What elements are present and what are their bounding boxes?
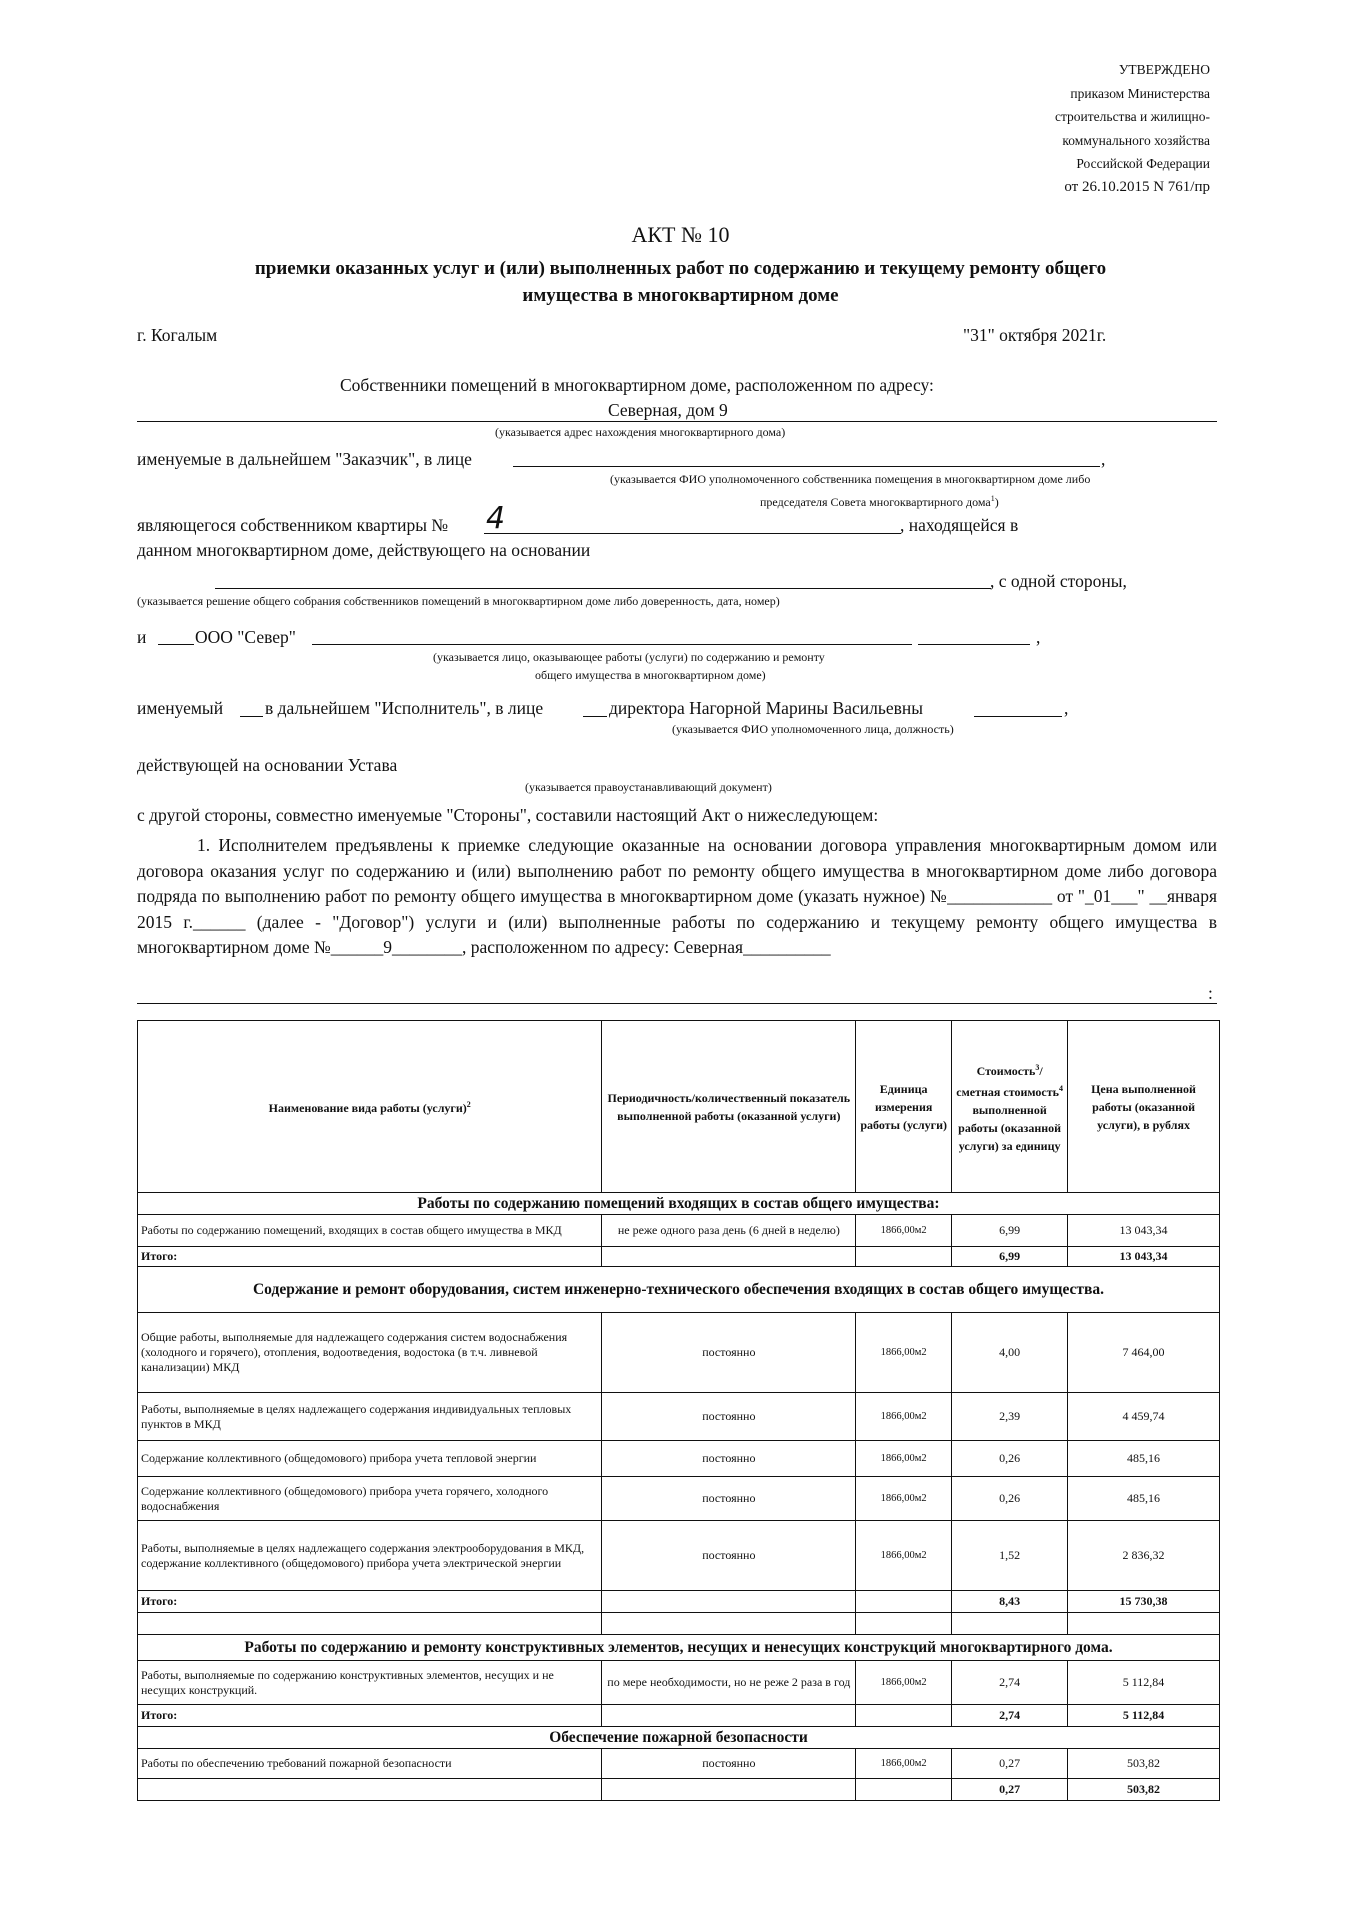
cell-price: 2 836,32 [1068,1521,1220,1591]
executor-blank [240,716,263,717]
cell-name: Работы, выполняемые в целях надлежащего содержания индивидуальных тепловых пунктов в МКД [138,1393,602,1441]
act-city: г. Когалым [137,325,218,345]
cell-period: постоянно [602,1477,856,1521]
cell-unit: 1866,00м2 [856,1749,952,1779]
address-hint: (указывается адрес нахождения многоквартирного дома) [495,425,786,439]
cell-cost: 0,27 [952,1749,1068,1779]
table-row [138,1661,1220,1705]
col-header-cost [952,1021,1068,1193]
footnote-ref: 3 [1035,1062,1040,1072]
acting-basis-text: данном многоквартирном доме, действующего на основании [137,540,591,560]
cell-period: постоянно [602,1393,856,1441]
customer-underline [513,466,1100,467]
approval-line: приказом Министерства [1070,85,1210,101]
section-title: Работы по содержанию и ремонту конструктивных элементов, несущих и ненесущих конструкций многоквартирного дома. [138,1635,1220,1661]
approval-line: строительства и жилищно- [1055,109,1210,124]
cell-price: 4 459,74 [1068,1393,1220,1441]
apt-underline [484,533,901,534]
col-header-cost-text: /сметная стоимость [956,1063,1059,1099]
basis-text: действующей на основании Устава [137,755,398,775]
contractor-name: ООО "Север" [195,627,296,647]
act-subtitle [0,255,1361,309]
cell-period: постоянно [602,1749,856,1779]
table-row [138,1393,1220,1441]
customer-text: именуемые в дальнейшем "Заказчик", в лице [137,449,472,469]
footnote-ref: 2 [466,1100,471,1109]
and-text: и [137,627,147,647]
section-title: Работы по содержанию помещений входящих в состав общего имущества: [138,1193,1220,1215]
contractor-underline-pre [158,644,194,645]
contractor-hint: (указывается лицо, оказывающее работы (услуги) по содержанию и ремонту [433,650,825,664]
cell-name: Работы, выполняемые по содержанию конструктивных элементов, несущих и не несущих конструкций. [138,1661,602,1705]
act-subtitle-line: приемки оказанных услуг и (или) выполненных работ по содержанию и текущему ремонту общего [254,258,1107,279]
table-row [138,1441,1220,1477]
located-in-text: , находящейся в [900,515,1019,535]
clause-1-text: 1. Исполнителем предъявлены к приемке следующие оказанные на основании договора управления многоквартирным домом или договора оказания услуг по содержанию и (или) выполнению работ по ремонту общего имущества в многоквартирном доме либо договора подряда по выполнению работ по ремонту общего имущества в многоквартирном доме (указать нужное) №____________ от "_01___" __января 2015 г.______ (далее - "Договор") услуги и (или) выполненные работы по содержанию и текущему ремонту общего имущества в многоквартирном доме №______9________, расположенном по адресу: Северная__________ [137,835,1217,957]
col-header-period: Периодичность/количественный показатель выполненной работы (оказанной услуги) [602,1021,856,1193]
customer-hint-text: председателя Совета многоквартирного дома [760,495,991,509]
cell-name: Общие работы, выполняемые для надлежащего содержания систем водоснабжения (холодного и горячего), отопления, водоотведения, водостока (в т.ч. ливневой канализации) МКД [138,1313,602,1393]
clause-1 [137,833,1217,961]
total-cost: 6,99 [952,1247,1068,1267]
cell-unit: 1866,00м2 [856,1661,952,1705]
section-row [138,1635,1220,1661]
cell-unit: 1866,00м2 [856,1521,952,1591]
works-table [137,1020,1220,1801]
other-side-text: с другой стороны, совместно именуемые "Стороны", составили настоящий Акт о нижеследующем: [137,805,879,825]
cell-period: по мере необходимости, но не реже 2 раза в год [602,1661,856,1705]
approval-block [1055,58,1210,199]
cell-price: 485,16 [1068,1441,1220,1477]
cell-unit: 1866,00м2 [856,1313,952,1393]
executor-text-a: именуемый [137,698,224,718]
total-label: Итого: [138,1591,602,1613]
approval-line: коммунального хозяйства [1062,132,1210,148]
table-row [138,1477,1220,1521]
total-cost: 2,74 [952,1705,1068,1727]
total-row [138,1247,1220,1267]
cell-name: Работы, выполняемые в целях надлежащего содержания электрооборудования в МКД, содержание коллективного (общедомового) прибора учета электрической энергии [138,1521,602,1591]
cell-cost: 2,74 [952,1661,1068,1705]
table-row [138,1521,1220,1591]
cell-period: постоянно [602,1521,856,1591]
address-underline [137,421,1217,422]
footnote-ref: 1 [990,494,995,503]
total-price: 503,82 [1068,1779,1220,1801]
cell-price: 5 112,84 [1068,1661,1220,1705]
total-label: Итого: [138,1705,602,1727]
contractor-underline-2 [918,644,1030,645]
executor-blank-2 [583,716,607,717]
cell-cost: 1,52 [952,1521,1068,1591]
owner-of-apt-text: являющегося собственником квартиры № [137,515,449,535]
table-row [138,1749,1220,1779]
clause-underline [137,1003,1217,1004]
apt-number-handwritten: 4 [486,501,506,536]
cell-cost: 0,26 [952,1441,1068,1477]
executor-text-b: в дальнейшем "Исполнитель", в лице [265,698,544,718]
cell-price: 7 464,00 [1068,1313,1220,1393]
col-header-price: Цена выполненной работы (оказанной услуги), в рублях [1068,1021,1220,1193]
table-row [138,1313,1220,1393]
cell-name: Содержание коллективного (общедомового) прибора учета тепловой энергии [138,1441,602,1477]
approval-line: от 26.10.2015 N 761/пр [1064,178,1210,195]
basis-hint: (указывается правоустанавливающий документ) [525,780,772,794]
customer-hint-close: ) [994,495,999,509]
col-header-cost-text: выполненной работы (оказанной услуги) за единицу [958,1102,1062,1153]
cell-price: 485,16 [1068,1477,1220,1521]
col-header-name [138,1021,602,1193]
cell-period: постоянно [602,1441,856,1477]
section-row [138,1193,1220,1215]
spacer-row [138,1613,1220,1635]
cell-period: не реже одного раза день (6 дней в неделю) [602,1215,856,1247]
executor-name: директора Нагорной Марины Васильевны [609,698,924,718]
one-side-text: , с одной стороны, [990,571,1127,591]
section-row [138,1727,1220,1749]
approval-line: УТВЕРЖДЕНО [1118,62,1210,77]
approval-line: Российской Федерации [1076,156,1210,171]
total-row [138,1591,1220,1613]
cell-unit: 1866,00м2 [856,1477,952,1521]
section-title: Обеспечение пожарной безопасности [138,1727,1220,1749]
cell-name: Работы по содержанию помещений, входящих в состав общего имущества в МКД [138,1215,602,1247]
cell-period: постоянно [602,1313,856,1393]
act-subtitle-line: имущества в многоквартирном доме [522,285,839,306]
basis-underline [215,588,991,589]
total-label [138,1779,602,1801]
total-price: 13 043,34 [1068,1247,1220,1267]
act-date: "31" октября 2021г. [963,325,1107,345]
col-header-cost-text: Стоимость [976,1063,1036,1078]
cell-cost: 4,00 [952,1313,1068,1393]
cell-name: Содержание коллективного (общедомового) прибора учета горячего, холодного водоснабжения [138,1477,602,1521]
act-title: АКТ № 10 [631,222,730,247]
footnote-ref: 4 [1058,1083,1063,1093]
table-header-row [138,1021,1220,1193]
contractor-hint-2: общего имущества в многоквартирном доме) [535,668,766,682]
section-title: Содержание и ремонт оборудования, систем инженерно-технического обеспечения входящих в состав общего имущества. [138,1267,1220,1313]
cell-price: 503,82 [1068,1749,1220,1779]
total-row [138,1705,1220,1727]
customer-hint-2 [760,494,999,510]
cell-cost: 2,39 [952,1393,1068,1441]
col-header-name-text: Наименование вида работы (услуги) [268,1101,467,1115]
total-cost: 0,27 [952,1779,1068,1801]
decision-hint: (указывается решение общего собрания собственников помещений в многоквартирном доме либо доверенность, дата, номер) [137,594,780,608]
customer-hint: (указывается ФИО уполномоченного собственника помещения в многоквартирном доме либо [610,472,1091,486]
cell-cost: 0,26 [952,1477,1068,1521]
table-row [138,1215,1220,1247]
cell-name: Работы по обеспечению требований пожарной безопасности [138,1749,602,1779]
col-header-unit: Единица измерения работы (услуги) [856,1021,952,1193]
owners-text: Собственники помещений в многоквартирном доме, расположенном по адресу: [340,375,934,395]
cell-unit: 1866,00м2 [856,1215,952,1247]
contractor-underline [312,644,912,645]
cell-price: 13 043,34 [1068,1215,1220,1247]
section-row [138,1267,1220,1313]
cell-unit: 1866,00м2 [856,1393,952,1441]
total-price: 15 730,38 [1068,1591,1220,1613]
executor-hint: (указывается ФИО уполномоченного лица, должность) [672,722,954,736]
executor-underline [974,716,1062,717]
address-value: Северная, дом 9 [608,400,728,420]
total-cost: 8,43 [952,1591,1068,1613]
cell-unit: 1866,00м2 [856,1441,952,1477]
total-row [138,1779,1220,1801]
total-label: Итого: [138,1247,602,1267]
cell-cost: 6,99 [952,1215,1068,1247]
clause-colon: : [1208,983,1213,1003]
total-price: 5 112,84 [1068,1705,1220,1727]
